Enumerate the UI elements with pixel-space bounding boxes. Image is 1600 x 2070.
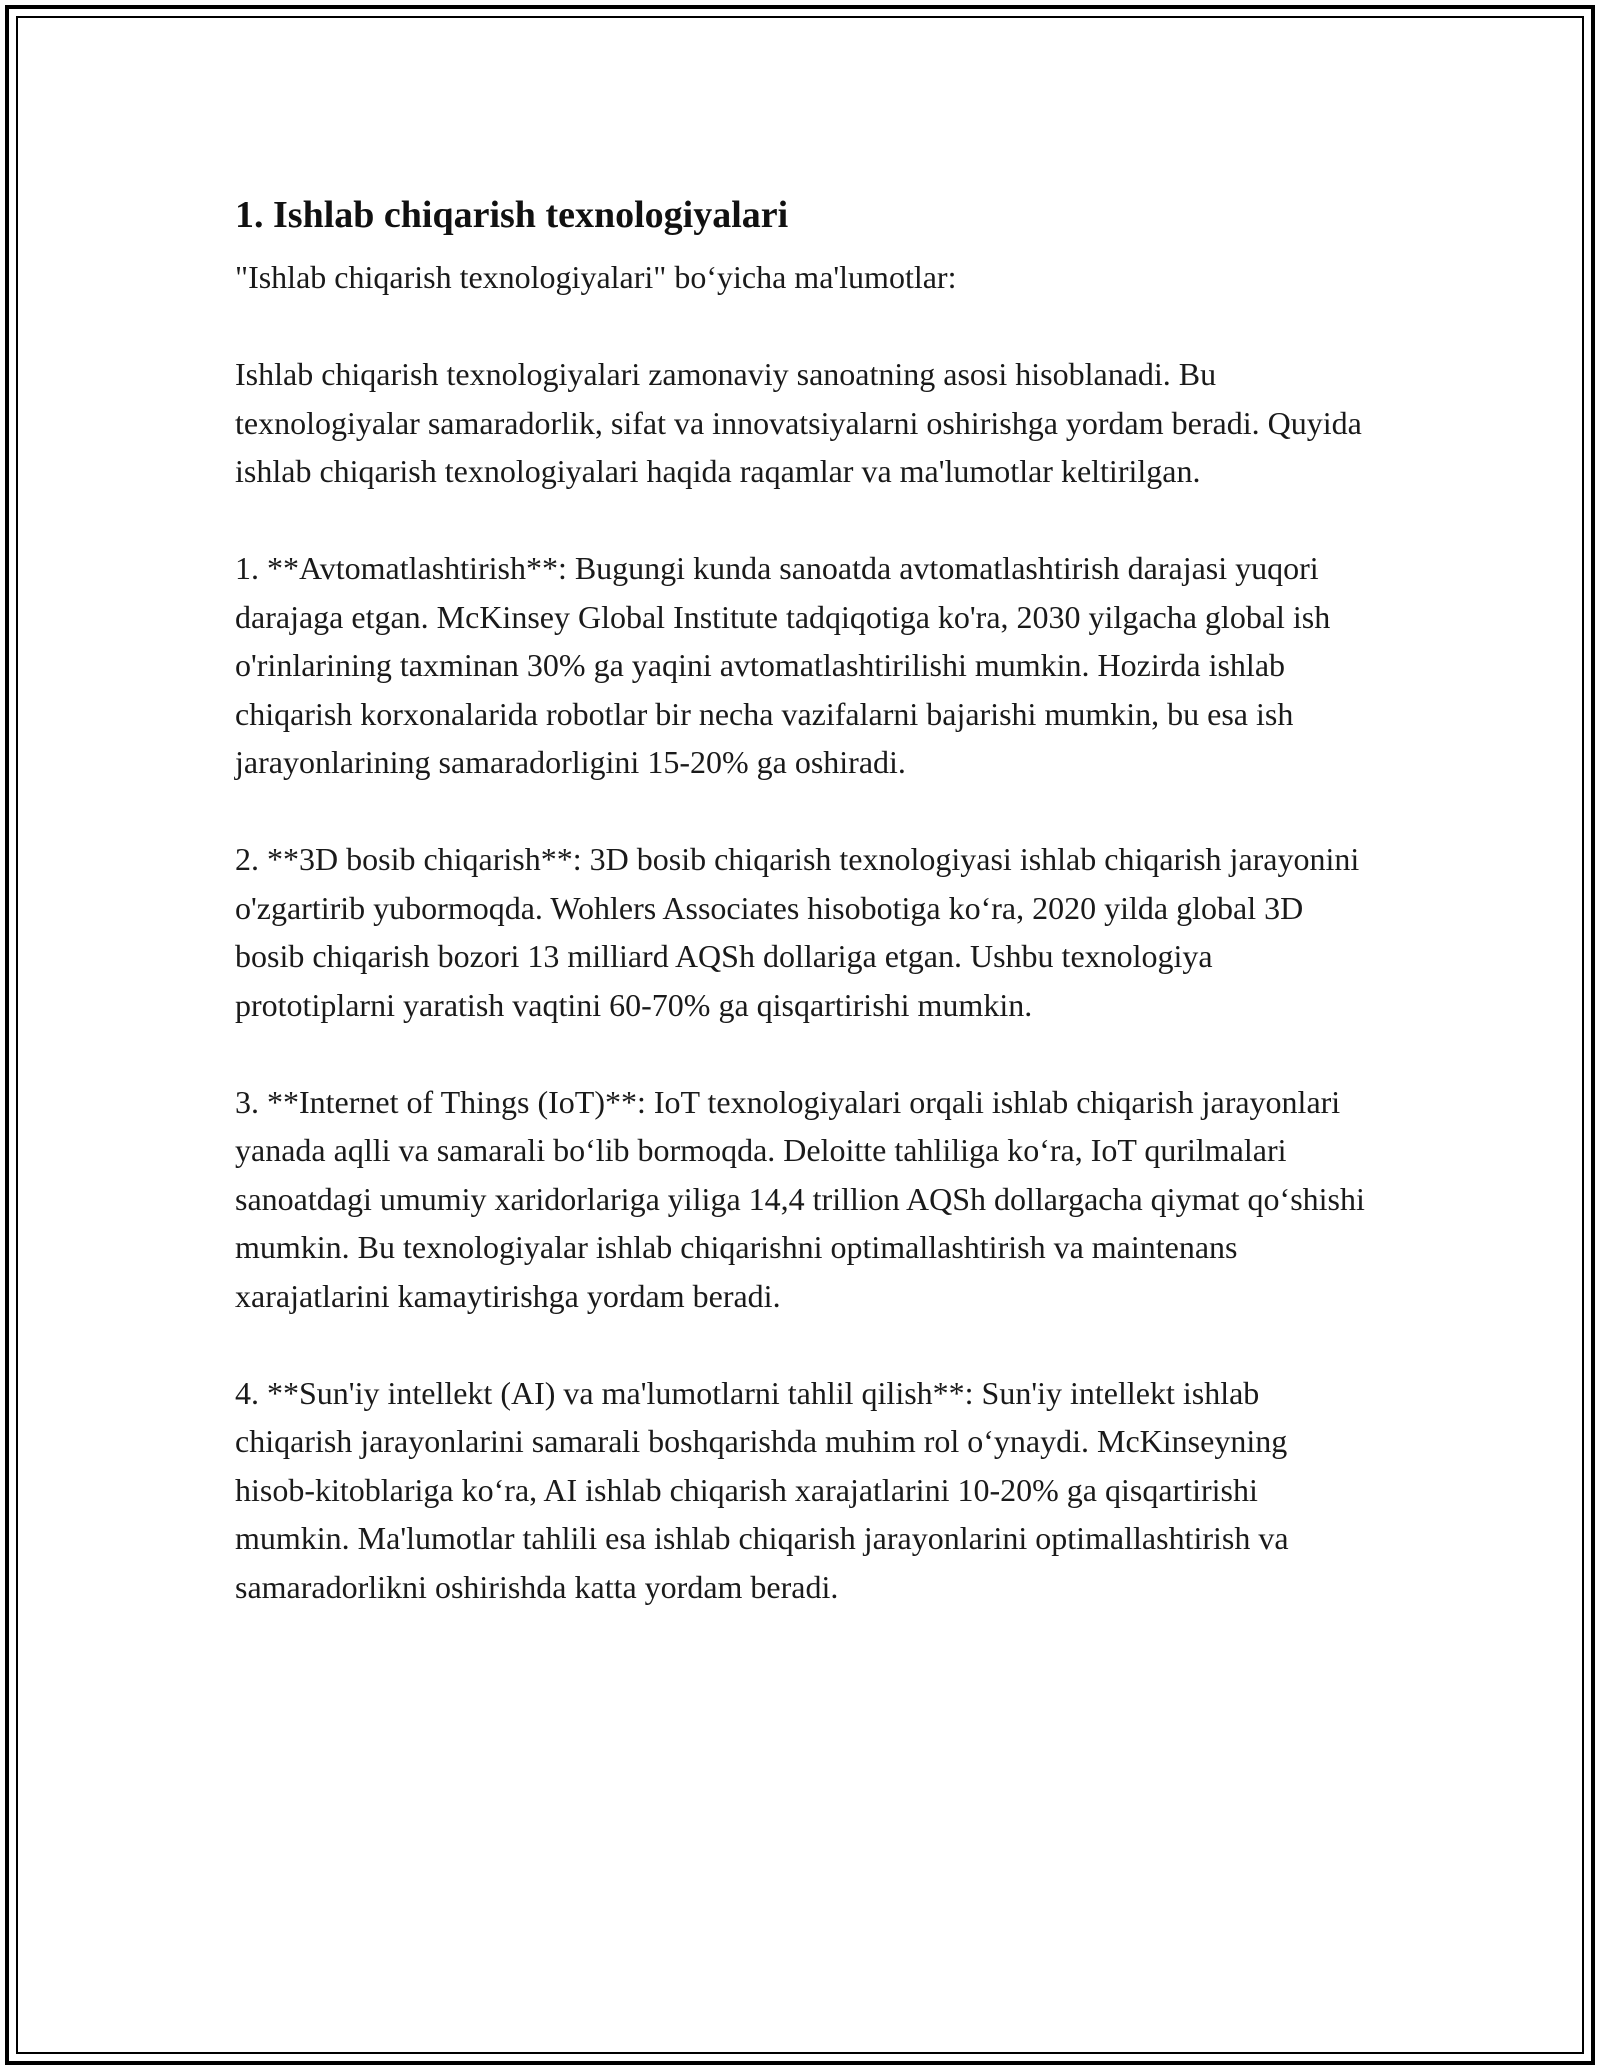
document-body bbox=[235, 185, 1370, 1611]
document-title: 1. Ishlab chiqarish texnologiyalari bbox=[235, 194, 789, 236]
paragraph-ai: 4. **Sun'iy intellekt (AI) va ma'lumotlarni tahlil qilish**: Sun'iy intellekt ishlab chiqarish jarayonlarini samarali boshqarishda muhim rol o‘ynaydi. McKinseyning hisob-kitoblariga ko‘ra, AI ishlab chiqarish xarajatlarini 10-20% ga qisqartirishi mumkin. Ma'lumotlar tahlili esa ishlab chiqarish jarayonlarini optimallashtirish va samaradorlikni oshirishda katta yordam beradi. bbox=[235, 1374, 1289, 1605]
intro-line: "Ishlab chiqarish texnologiyalari" bo‘yicha ma'lumotlar: bbox=[235, 259, 957, 295]
paragraph-automation: 1. **Avtomatlashtirish**: Bugungi kunda sanoatda avtomatlashtirish darajasi yuqori darajaga etgan. McKinsey Global Institute tadqiqotiga ko'ra, 2030 yilgacha global ish o'rinlarining taxminan 30% ga yaqini avtomatlashtirilishi mumkin. Hozirda ishlab chiqarish korxonalarida robotlar bir necha vazifalarni bajarishi mumkin, bu esa ish jarayonlarining samaradorligini 15-20% ga oshiradi. bbox=[235, 550, 1331, 780]
paragraph-iot: 3. **Internet of Things (IoT)**: IoT texnologiyalari orqali ishlab chiqarish jarayonlari yanada aqlli va samarali bo‘lib bormoqda. Deloitte tahliliga ko‘ra, IoT qurilmalari sanoatdagi umumiy xaridorlariga yiliga 14,4 trillion AQSh dollargacha qiymat qo‘shishi mumkin. Bu texnologiyalar ishlab chiqarishni optimallashtirish va maintenans xarajatlarini kamaytirishga yordam beradi. bbox=[235, 1083, 1365, 1314]
intro-paragraph: Ishlab chiqarish texnologiyalari zamonaviy sanoatning asosi hisoblanadi. Bu texnologiyalar samaradorlik, sifat va innovatsiyalarni oshirishga yordam beradi. Quyida ishlab chiqarish texnologiyalari haqida raqamlar va ma'lumotlar keltirilgan. bbox=[235, 356, 1362, 489]
paragraph-3d-printing: 2. **3D bosib chiqarish**: 3D bosib chiqarish texnologiyasi ishlab chiqarish jarayonini o'zgartirib yubormoqda. Wohlers Associates hisobotiga ko‘ra, 2020 yilda global 3D bosib chiqarish bozori 13 milliard AQSh dollariga etgan. Ushbu texnologiya prototiplarni yaratish vaqtini 60-70% ga qisqartirishi mumkin. bbox=[235, 841, 1360, 1023]
